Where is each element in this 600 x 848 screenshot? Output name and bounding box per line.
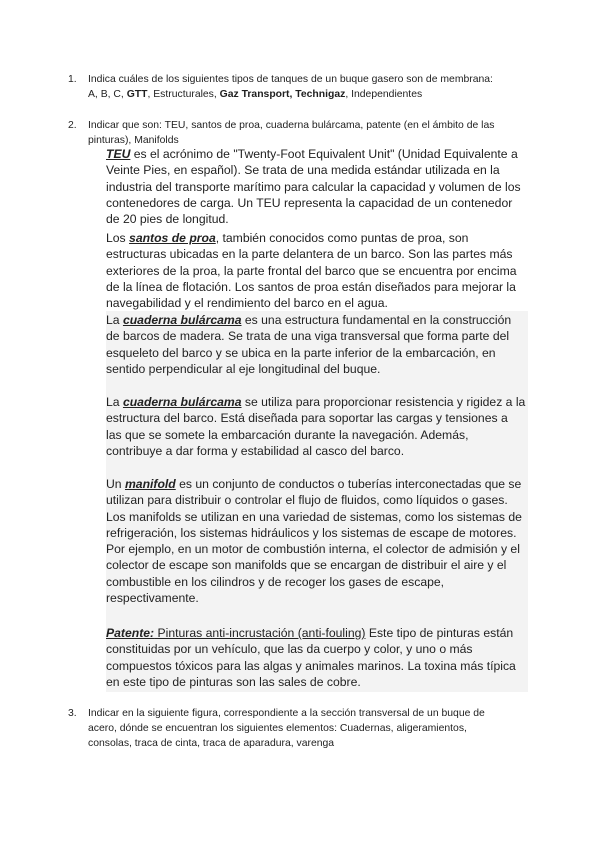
term-santos-de-proa: santos de proa	[129, 231, 216, 245]
answer-prefix: Un	[106, 477, 125, 491]
question-text: Indicar que son: TEU, santos de proa, cuaderna bulárcama, patente (en el ámbito de las pinturas), Manifolds	[88, 120, 495, 146]
term-patente: Patente:	[106, 626, 155, 640]
answer-santos-de-proa	[106, 230, 526, 311]
answer-cuaderna-2	[106, 394, 526, 459]
answer-teu	[106, 146, 526, 227]
answer-text: Este tipo de pinturas están constituidas por un vehículo, que las da cuerpo y color, y uno o más compuestos tóxicos para las algas y animales marinos. La toxina más típica en este tipo de pinturas son las sales de cobre.	[106, 626, 516, 689]
answer-prefix: La	[106, 395, 123, 409]
answer-prefix: Los	[106, 231, 130, 245]
option-gaz-transport: Gaz Transport, Technigaz	[219, 89, 346, 100]
question-number: 1.	[68, 74, 77, 85]
question-3	[68, 706, 508, 751]
answer-text: es una estructura fundamental en la construcción de barcos de madera. Se trata de una viga transversal que forma parte del esqueleto del barco y se ubica en la parte inferior de la embarcación, en sentido perpendicular al eje longitudinal del buque.	[106, 313, 512, 376]
question-1	[68, 72, 498, 102]
answer-text: , también conocidos como puntas de proa, son estructuras ubicadas en la parte delantera de un barco. Son las partes más exteriores de la proa, la parte frontal del barco que se encuentra por encima de la línea de flotación. Los santos de proa están diseñados para mejorar la navegabilidad y el rendimiento del barco en el agua.	[106, 231, 517, 311]
option-gtt: GTT	[126, 89, 148, 100]
answer-text: es el acrónimo de "Twenty-Foot Equivalent Unit" (Unidad Equivalente a Veinte Pies, en español). Se trata de una medida estándar utilizada en la industria del transporte marítimo para calcular la capacidad y volumen de los contenedores de carga. Un TEU representa la capacidad de un contenedor de 20 pies de longitud.	[106, 147, 521, 227]
answer-patente	[106, 625, 526, 690]
term-teu: TEU	[106, 147, 131, 161]
answer-cuaderna-1	[106, 312, 526, 377]
question-text: Indicar en la siguiente figura, correspondiente a la sección transversal de un buque de acero, dónde se encuentran los siguientes elementos: Cuadernas, aligeramientos, consolas, traca de cinta, traca de aparadura, varenga	[88, 708, 485, 749]
term-cuaderna-bularcama: cuaderna bulárcama	[122, 313, 242, 327]
question-text: Indica cuáles de los siguientes tipos de tanques de un buque gasero son de membrana:	[88, 74, 493, 85]
answer-text: es un conjunto de conductos o tuberías interconectadas que se utilizan para distribuir o controlar el flujo de fluidos, como líquidos o gases. Los manifolds se utilizan en una variedad de sistemas, como los sistemas de refrigeración, los sistemas hidráulicos y los sistemas de escape de motores. Por ejemplo, en un motor de combustión interna, el colector de admisión y el colector de escape son manifolds que se encargan de distribuir el aire y el combustible en los cilindros y de recoger los gases de escape, respectivamente.	[106, 477, 522, 606]
term-manifold: manifold	[124, 477, 176, 491]
term-cuaderna-bularcama: cuaderna bulárcama	[122, 395, 242, 409]
options-suffix: , Independientes	[345, 89, 423, 100]
options-mid: , Estructurales,	[147, 89, 220, 100]
answer-text: se utiliza para proporcionar resistencia y rigidez a la estructura del barco. Está diseñada para soportar las cargas y tensiones a las que se somete la embarcación durante la navegación. Además, contribuye a dar forma y estabilidad al casco del barco.	[106, 395, 526, 458]
question-number: 3.	[68, 708, 77, 719]
answer-prefix: La	[106, 313, 123, 327]
answer-manifold	[106, 476, 526, 606]
question-2	[68, 118, 498, 148]
patente-subtitle: Pinturas anti-incrustación (anti-fouling)	[154, 626, 366, 640]
question-number: 2.	[68, 120, 77, 131]
options-prefix: A, B, C,	[88, 89, 127, 100]
